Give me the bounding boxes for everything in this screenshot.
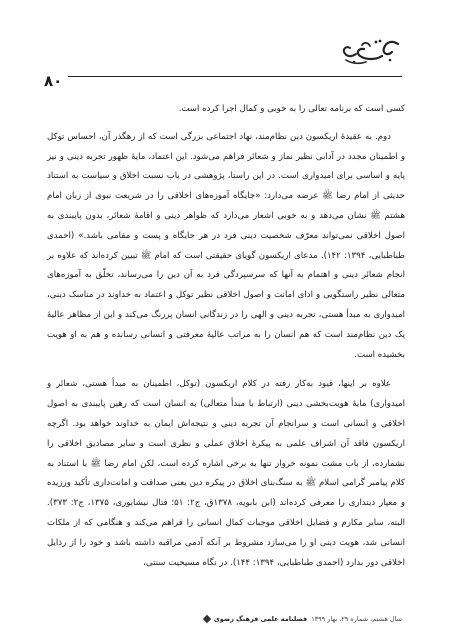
paragraph: علاوه بر اینها، قیود به‌کار رفته در کلام اریکسون (توکل، اطمینان به مبدأ هستی، شعائر و امیدواری) مایۀ هویت‌بخشی دینی (ارتباط با مبدأ متعالی) به انسان است که رهین پایبندی به اصول اخلاقی و انسانی است و سرانجام آن تجربه دینی و نتیجه‌اش ایمان به خداوند خواهد بود. اگرچه اریکسون فاقد آن اشراف علمی به پیکرۀ اخلاق عملی و نظری است و سایر مصادیق اخلاقی را نشمارده، از باب مشت نمونه خروار تنها به برخی اشاره کرده است، لکن امام رضا ﷺ با استناد به کلام پیامبر گرامی اسلام ﷺ به سنگ‌بنای اخلاق در پیکره دین یعنی صداقت و امانت‌داری تأکید ورزیده و معیار دینداری را معرفی کرده‌اند (ابن بابویه، ۱۳۷۸ق، ج۲: ۵۱؛ فتال نیشابوری، ۱۳۷۵، ج۲: ۳۷۳). البته، سایر مکارم و فضایل اخلاقی موجبات کمال انسانی را فراهم می‌کند و هنگامی که از ملکات انسانی شد، هویت دینی او را می‌سازد مشروط بر آنکه آدمی مراقبه داشته باشد و خود را از رذایل اخلاقی دور بدارد (احمدی طباطبایی، ۱۳۹۴: ۱۴۴). در نگاه مسیحیت سنتی، — [47, 379, 405, 568]
paragraph: دوم. به عقیدۀ اریکسون دین نظام‌مند، نهاد اجتماعی بزرگی است که از رهگذر آن، احساس توکل و اطمینان مجدد در آدابی نظیر نماز و شعائر فراهم می‌شود. این اعتماد، مایۀ ظهور تجربه دینی و نیز پایه و اساسی برای امیدواری است. در این راستا، پژوهشی در باب نسبت اخلاق و سیاست به استناد حدیثی از امام رضا ﷺ عرضه می‌دارد: «جایگاه آموزه‌های اخلاقی را در شریعت نبوی از زبان امام هشتم ﷺ نشان می‌دهد و به خوبی اشعار می‌دارد که ظواهر دینی و اقامۀ شعائر، بدون پایبندی به اصول اخلاقی نمی‌تواند معرّف شخصیت دینی فرد در هر جایگاه و پست و مقامی باشد.» (احمدی طباطبایی، ۱۳۹۴: ۱۴۲). مدعای اریکسون گویای حقیقتی است که امام ﷺ تبیین کرده‌اند که علاوه بر انجام شعائر دینی و اهتمام به آنها که سرسپردگی فرد به آن دین را می‌رساند، تخلّق به آموزه‌های متعالی نظیر راستگویی و ادای امانت و اصول اخلاقی نظیر توکل و اعتماد به خداوند در مناسک دینی، امیدواری به مبدأ هستی، تجربه دینی و الهی را در زندگانی انسان پررنگ می‌کند و این از مظاهر عالیۀ یک دین نظام‌مند است که هم انسان را به مراتب عالیۀ معرفتی و انسانی رسانده و هم به او هویت بخشیده است. — [47, 131, 406, 360]
page-header — [0, 0, 450, 100]
paragraph: کسی است که برنامه تعالی را به خوبی و کمال اجرا کرده است. — [178, 104, 405, 114]
page-footer — [44, 612, 402, 626]
issue-info: سال هشتم، شماره ۲۹، بهار ۱۳۹۹ — [311, 615, 402, 623]
header-divider — [44, 76, 402, 77]
footer-bullet-icon — [203, 615, 211, 623]
article-body — [47, 100, 405, 600]
page-number: ۸۰ — [44, 72, 68, 90]
journal-title: فصلنامه علمی فرهنگ رضوی — [213, 615, 308, 623]
logo-calligraphy-icon — [340, 34, 402, 68]
journal-logo — [340, 34, 402, 68]
